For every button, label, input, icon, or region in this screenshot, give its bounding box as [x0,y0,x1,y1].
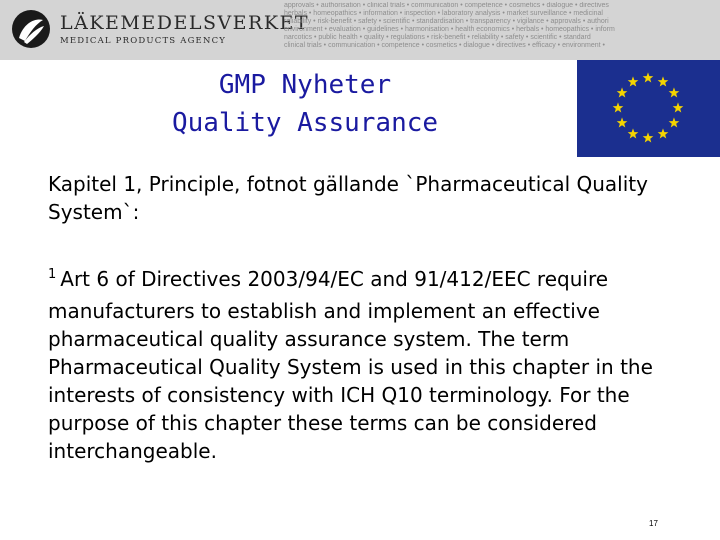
agency-name: LÄKEMEDELSVERKET [60,12,310,34]
keyword-line: reliability • risk-benefit • safety • scientific • standardisation • transparency • vigilance • approvals • authori [284,17,609,25]
keyword-line: approvals • authorisation • clinical trials • communication • competence • cosmetics • dialogue • directives [284,2,609,9]
keyword-line: narcotics • public health • quality • regulations • risk-benefit • reliability • safety • scientific • standard [284,33,591,41]
agency-logo-icon [10,8,52,50]
slide-title-line2: Quality Assurance [171,108,439,138]
footnote-text: Art 6 of Directives 2003/94/EC and 91/412/EEC require manufacturers to establish and implement an effective pharmaceutical quality assurance system. The term Pharmaceutical Quality System is used in this chapter in the interests of consistency with ICH Q10 terminology. For the purpose of this chapter these terms can be considered interchangeable. [48,267,653,463]
slide-title-line1: GMP Nyheter [218,70,392,100]
footnote-paragraph [48,265,668,465]
agency-subtitle: MEDICAL PRODUCTS AGENCY [60,36,227,46]
slide-title [150,66,460,142]
header-keyword-band [284,2,720,58]
keyword-line: environment • evaluation • guidelines • harmonisation • health economics • herbals • homeopathics • inform [284,25,615,33]
eu-flag-icon [577,60,720,157]
agency-logo [10,6,310,54]
keyword-line: clinical trials • communication • competence • cosmetics • dialogue • directives • efficacy • environment • [284,41,605,49]
slide-header [0,0,720,60]
footnote-marker: 1 [48,267,57,282]
keyword-line: herbals • homeopathics • information • inspection • laboratory analysis • market surveillance • medicinal [284,9,603,17]
intro-paragraph: Kapitel 1, Principle, fotnot gällande `Pharmaceutical Quality System`: [48,172,648,224]
page-number: 17 [649,519,658,528]
